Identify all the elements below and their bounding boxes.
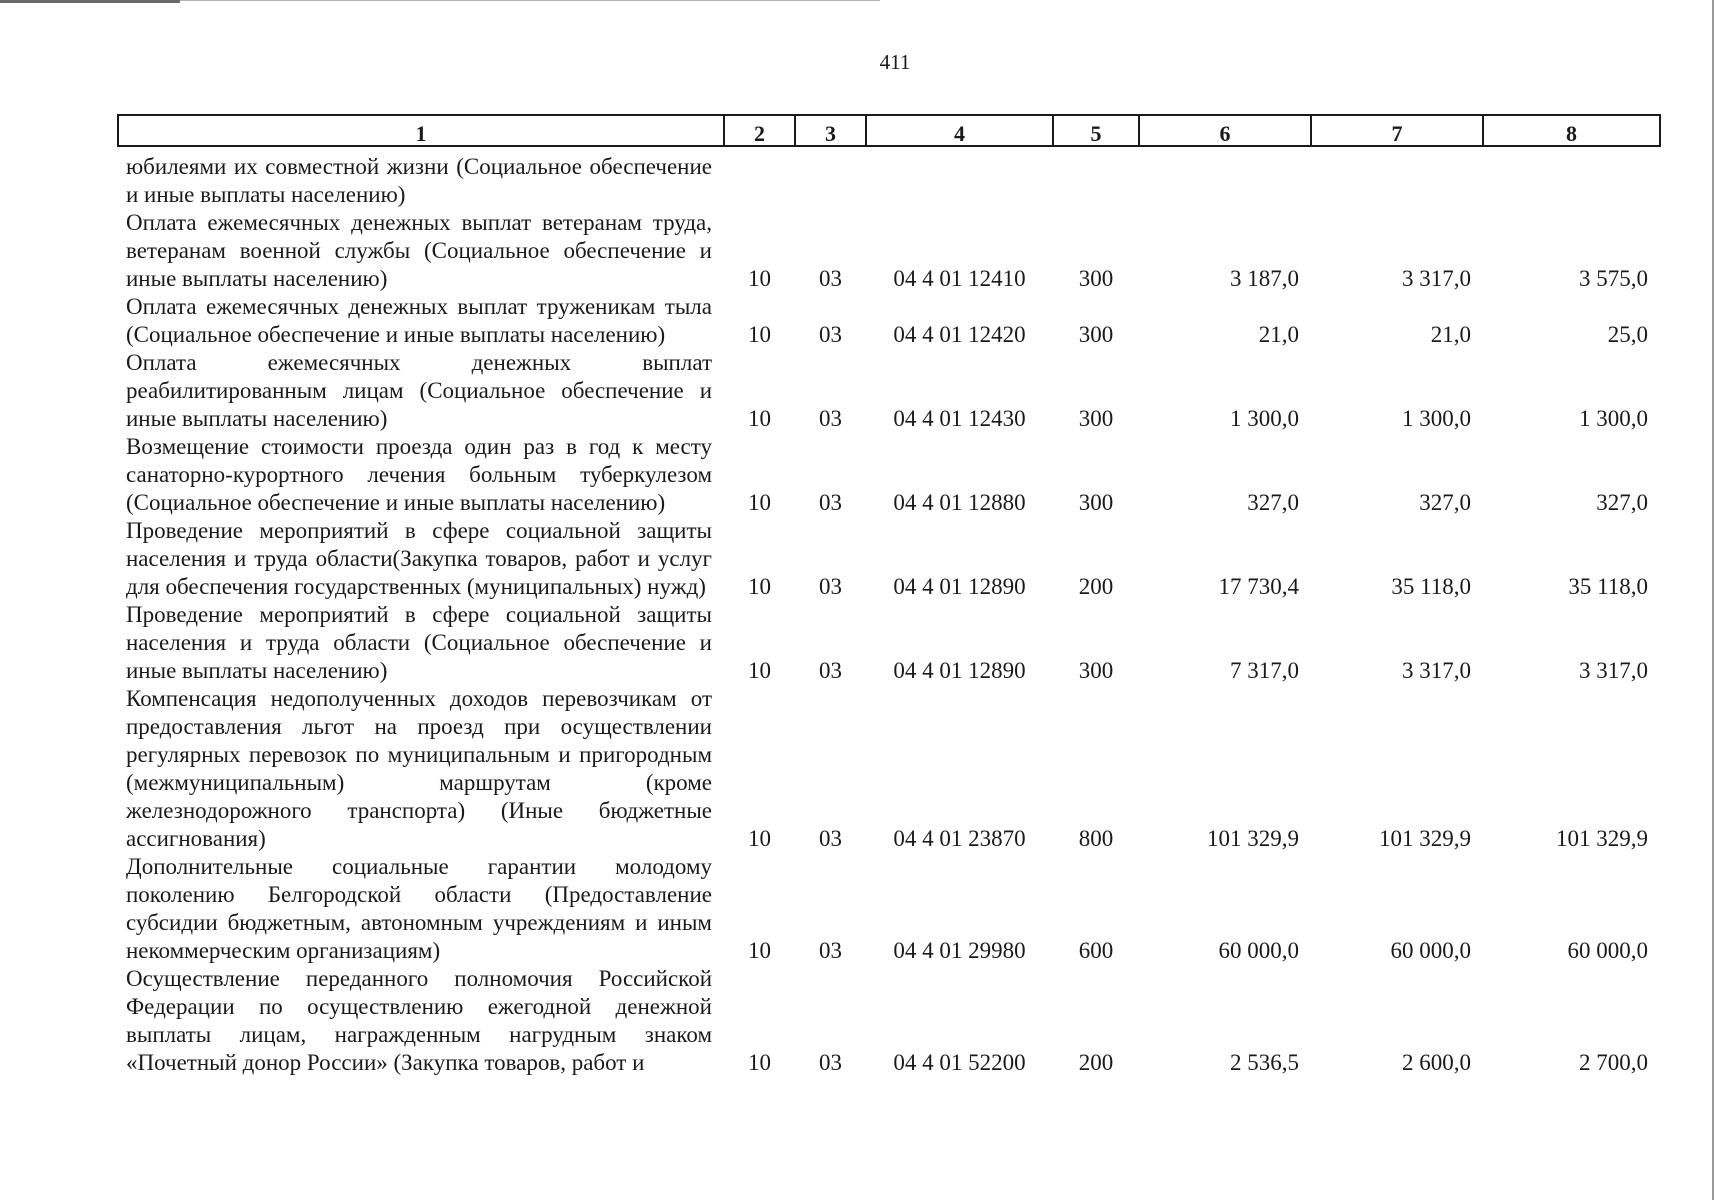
row-amount-col7: 35 118,0 (1391, 574, 1471, 599)
row-amount-col7 (1311, 146, 1483, 209)
row-amount-col6: 60 000,0 (1218, 938, 1299, 963)
column-header-7: 7 (1311, 115, 1483, 146)
row-expense-type: 200 (1078, 1050, 1114, 1075)
row-target-article: 04 4 01 29980 (893, 938, 1026, 963)
row-amount-col8: 25,0 (1607, 322, 1648, 347)
row-section: 10 (748, 574, 771, 599)
row-subsection: 03 (819, 658, 842, 683)
table-row (118, 209, 1660, 293)
row-target-article: 04 4 01 12880 (893, 490, 1026, 515)
row-amount-col8: 1 300,0 (1579, 406, 1648, 431)
column-header-6: 6 (1139, 115, 1311, 146)
row-subsection: 03 (819, 266, 842, 291)
row-section: 10 (748, 490, 771, 515)
row-subsection: 03 (819, 826, 842, 851)
row-section: 10 (748, 826, 771, 851)
row-subsection: 03 (819, 938, 842, 963)
row-expense-type: 300 (1078, 322, 1114, 347)
row-amount-col8 (1483, 146, 1660, 209)
table-row (118, 685, 1660, 853)
row-section: 10 (748, 406, 771, 431)
row-target-article (866, 146, 1053, 209)
row-amount-col7: 60 000,0 (1390, 938, 1471, 963)
row-subsection: 03 (819, 490, 842, 515)
row-description: Оплата ежемесячных денежных выплат ветеранам труда, ветеранам военной службы (Социальное обеспечение и иные выплаты населению) (126, 210, 712, 291)
table-row (118, 517, 1660, 601)
table-row (118, 853, 1660, 965)
column-header-5: 5 (1053, 115, 1139, 146)
row-amount-col6: 2 536,5 (1230, 1050, 1299, 1075)
row-description: юбилеями их совместной жизни (Социальное обеспечение и иные выплаты населению) (126, 154, 712, 207)
column-header-1: 1 (118, 115, 724, 146)
row-amount-col7: 101 329,9 (1379, 826, 1471, 851)
row-amount-col8: 60 000,0 (1567, 938, 1648, 963)
row-subsection: 03 (819, 322, 842, 347)
row-amount-col6: 101 329,9 (1207, 826, 1299, 851)
row-section: 10 (748, 658, 771, 683)
row-expense-type: 200 (1078, 574, 1114, 599)
row-amount-col6: 1 300,0 (1230, 406, 1299, 431)
row-amount-col6 (1139, 146, 1311, 209)
row-amount-col7: 327,0 (1419, 490, 1471, 515)
row-amount-col7: 1 300,0 (1402, 406, 1471, 431)
row-target-article: 04 4 01 12430 (893, 406, 1026, 431)
scan-edge-mark (0, 0, 180, 3)
row-amount-col8: 35 118,0 (1568, 574, 1648, 599)
table-header-row (118, 115, 1660, 146)
row-description: Дополнительные социальные гарантии молодому поколению Белгородской области (Предоставление субсидии бюджетным, автономным учреждениям и иным некоммерческим организациям) (126, 854, 712, 963)
row-amount-col7: 3 317,0 (1402, 266, 1471, 291)
row-description: Оплата ежемесячных денежных выплат труженикам тыла (Социальное обеспечение и иные выплаты населению) (126, 294, 712, 347)
row-section (724, 146, 795, 209)
table-row (118, 965, 1660, 1077)
row-amount-col8: 3 575,0 (1579, 266, 1648, 291)
row-target-article: 04 4 01 12410 (893, 266, 1026, 291)
table-row (118, 433, 1660, 517)
row-amount-col6: 21,0 (1258, 322, 1299, 347)
row-amount-col8: 327,0 (1596, 490, 1648, 515)
row-description: Осуществление переданного полномочия Российской Федерации по осуществлению ежегодной денежной выплаты лицам, награжденным нагрудным знаком «Почетный донор России» (Закупка товаров, работ и (126, 966, 712, 1075)
row-target-article: 04 4 01 12890 (893, 574, 1026, 599)
table-row (118, 601, 1660, 685)
column-header-3: 3 (795, 115, 866, 146)
row-subsection (795, 146, 866, 209)
row-expense-type: 300 (1078, 490, 1114, 515)
table-row (118, 293, 1660, 349)
row-target-article: 04 4 01 12890 (893, 658, 1026, 683)
row-amount-col6: 327,0 (1247, 490, 1299, 515)
column-header-2: 2 (724, 115, 795, 146)
row-amount-col8: 2 700,0 (1579, 1050, 1648, 1075)
column-header-8: 8 (1483, 115, 1660, 146)
table-row (118, 349, 1660, 433)
row-description: Проведение мероприятий в сфере социальной защиты населения и труда области (Социальное обеспечение и иные выплаты населению) (126, 602, 712, 683)
row-section: 10 (748, 1050, 771, 1075)
row-description: Возмещение стоимости проезда один раз в год к месту санаторно-курортного лечения больным туберкулезом (Социальное обеспечение и иные выплаты населению) (126, 434, 712, 515)
row-description: Проведение мероприятий в сфере социальной защиты населения и труда области(Закупка товаров, работ и услуг для обеспечения государственных (муниципальных) нужд) (126, 518, 712, 599)
row-subsection: 03 (819, 1050, 842, 1075)
row-amount-col7: 21,0 (1430, 322, 1471, 347)
row-expense-type: 300 (1078, 658, 1114, 683)
row-expense-type (1053, 146, 1139, 209)
row-amount-col8: 3 317,0 (1579, 658, 1648, 683)
row-expense-type: 300 (1078, 266, 1114, 291)
row-amount-col8: 101 329,9 (1556, 826, 1648, 851)
row-amount-col7: 2 600,0 (1402, 1050, 1471, 1075)
row-section: 10 (748, 266, 771, 291)
row-target-article: 04 4 01 52200 (893, 1050, 1026, 1075)
row-subsection: 03 (819, 574, 842, 599)
row-section: 10 (748, 322, 771, 347)
row-section: 10 (748, 938, 771, 963)
row-amount-col7: 3 317,0 (1402, 658, 1471, 683)
row-expense-type: 600 (1078, 938, 1114, 963)
row-description: Оплата ежемесячных денежных выплат реабилитированным лицам (Социальное обеспечение и иные выплаты населению) (126, 350, 712, 431)
column-header-4: 4 (866, 115, 1053, 146)
row-amount-col6: 3 187,0 (1230, 266, 1299, 291)
row-expense-type: 300 (1078, 406, 1114, 431)
row-amount-col6: 17 730,4 (1218, 574, 1299, 599)
row-expense-type: 800 (1078, 826, 1114, 851)
budget-table (117, 114, 1661, 1077)
table-row (118, 146, 1660, 209)
row-amount-col6: 7 317,0 (1230, 658, 1299, 683)
scan-edge-line (180, 0, 880, 1)
row-target-article: 04 4 01 23870 (893, 826, 1026, 851)
page-number: 411 (879, 50, 911, 74)
row-description: Компенсация недополученных доходов перевозчикам от предоставления льгот на проезд при осуществлении регулярных перевозок по муниципальным и пригородным (межмуниципальным) маршрутам (кроме железнодорожного транспорта) (Иные бюджетные ассигнования) (126, 686, 712, 851)
row-target-article: 04 4 01 12420 (893, 322, 1026, 347)
row-subsection: 03 (819, 406, 842, 431)
